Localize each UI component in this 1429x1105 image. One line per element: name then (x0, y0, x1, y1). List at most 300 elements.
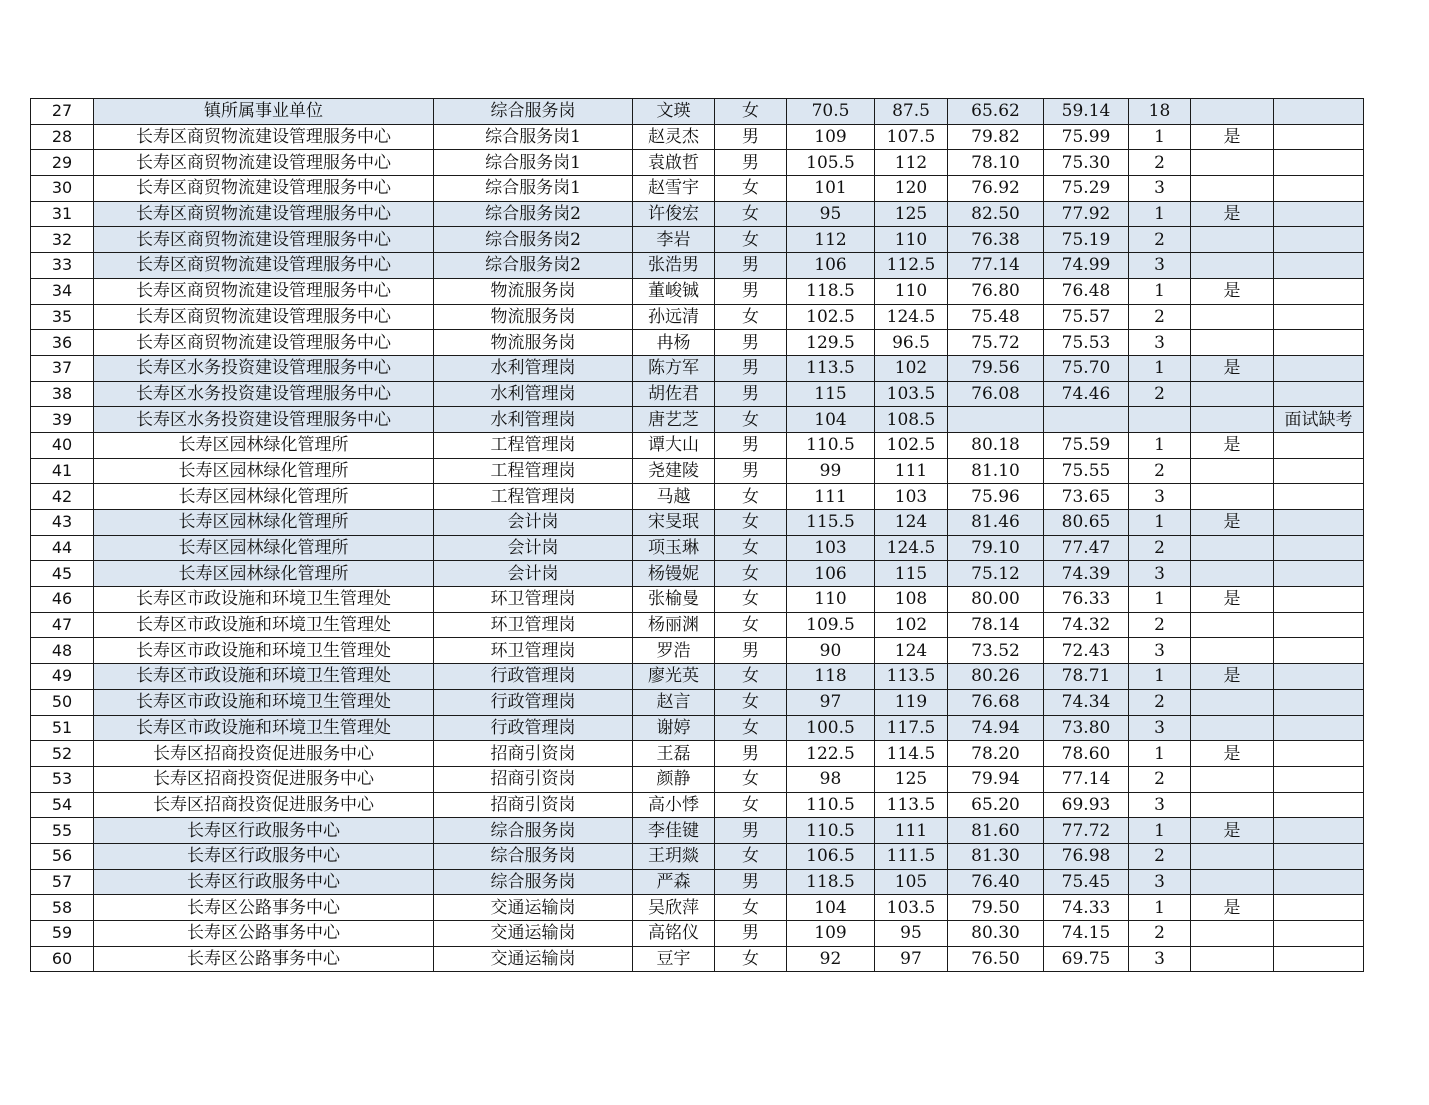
hired-cell: 是 (1191, 432, 1274, 458)
gender-cell: 女 (715, 766, 787, 792)
unit-cell: 长寿区市政设施和环境卫生管理处 (94, 715, 434, 741)
unit-cell: 长寿区商贸物流建设管理服务中心 (94, 278, 434, 304)
written-score-2-cell: 120 (875, 176, 948, 202)
post-cell: 水利管理岗 (434, 381, 633, 407)
row-number: 54 (31, 792, 94, 818)
written-score-2-cell: 124.5 (875, 535, 948, 561)
unit-cell: 长寿区行政服务中心 (94, 869, 434, 895)
written-score-2-cell: 112 (875, 150, 948, 176)
post-cell: 行政管理岗 (434, 664, 633, 690)
interview-score-cell (948, 407, 1044, 433)
note-cell (1274, 612, 1364, 638)
written-score-2-cell: 124 (875, 638, 948, 664)
gender-cell: 男 (715, 355, 787, 381)
post-cell: 综合服务岗 (434, 99, 633, 125)
row-number: 27 (31, 99, 94, 125)
rank-cell: 1 (1129, 278, 1191, 304)
results-table (30, 98, 1364, 972)
name-cell: 罗浩 (633, 638, 715, 664)
total-score-cell: 76.98 (1044, 843, 1129, 869)
row-number: 57 (31, 869, 94, 895)
total-score-cell: 75.99 (1044, 124, 1129, 150)
hired-cell (1191, 176, 1274, 202)
hired-cell (1191, 458, 1274, 484)
written-score-2-cell: 108 (875, 587, 948, 613)
row-number: 51 (31, 715, 94, 741)
interview-score-cell: 79.10 (948, 535, 1044, 561)
row-number: 35 (31, 304, 94, 330)
gender-cell: 女 (715, 587, 787, 613)
hired-cell: 是 (1191, 124, 1274, 150)
unit-cell: 长寿区市政设施和环境卫生管理处 (94, 689, 434, 715)
written-score-cell: 97 (787, 689, 875, 715)
table-row (31, 818, 1364, 844)
rank-cell: 2 (1129, 227, 1191, 253)
name-cell: 王磊 (633, 741, 715, 767)
written-score-cell: 110.5 (787, 818, 875, 844)
rank-cell: 3 (1129, 561, 1191, 587)
rank-cell: 1 (1129, 741, 1191, 767)
table-row (31, 535, 1364, 561)
rank-cell: 2 (1129, 304, 1191, 330)
note-cell (1274, 99, 1364, 125)
written-score-2-cell: 103 (875, 484, 948, 510)
interview-score-cell: 82.50 (948, 201, 1044, 227)
table-row (31, 689, 1364, 715)
gender-cell: 男 (715, 818, 787, 844)
name-cell: 严森 (633, 869, 715, 895)
written-score-cell: 110.5 (787, 432, 875, 458)
rank-cell: 2 (1129, 766, 1191, 792)
gender-cell: 男 (715, 150, 787, 176)
interview-score-cell: 81.10 (948, 458, 1044, 484)
hired-cell (1191, 792, 1274, 818)
note-cell (1274, 921, 1364, 947)
gender-cell: 女 (715, 612, 787, 638)
gender-cell: 女 (715, 843, 787, 869)
row-number: 36 (31, 330, 94, 356)
hired-cell (1191, 407, 1274, 433)
written-score-cell: 109 (787, 921, 875, 947)
table-row (31, 561, 1364, 587)
note-cell (1274, 946, 1364, 972)
name-cell: 李佳键 (633, 818, 715, 844)
unit-cell: 长寿区行政服务中心 (94, 843, 434, 869)
hired-cell (1191, 304, 1274, 330)
gender-cell: 男 (715, 253, 787, 279)
note-cell (1274, 561, 1364, 587)
written-score-2-cell: 125 (875, 766, 948, 792)
interview-score-cell: 79.94 (948, 766, 1044, 792)
unit-cell: 长寿区公路事务中心 (94, 895, 434, 921)
name-cell: 谭大山 (633, 432, 715, 458)
note-cell (1274, 432, 1364, 458)
written-score-cell: 118.5 (787, 869, 875, 895)
note-cell (1274, 715, 1364, 741)
written-score-2-cell: 97 (875, 946, 948, 972)
note-cell (1274, 869, 1364, 895)
total-score-cell: 69.75 (1044, 946, 1129, 972)
hired-cell: 是 (1191, 278, 1274, 304)
written-score-2-cell: 110 (875, 278, 948, 304)
row-number: 60 (31, 946, 94, 972)
post-cell: 综合服务岗1 (434, 150, 633, 176)
post-cell: 水利管理岗 (434, 407, 633, 433)
table-row (31, 124, 1364, 150)
hired-cell: 是 (1191, 741, 1274, 767)
interview-score-cell: 74.94 (948, 715, 1044, 741)
unit-cell: 长寿区市政设施和环境卫生管理处 (94, 587, 434, 613)
unit-cell: 长寿区水务投资建设管理服务中心 (94, 381, 434, 407)
interview-score-cell: 73.52 (948, 638, 1044, 664)
interview-score-cell: 65.62 (948, 99, 1044, 125)
interview-score-cell: 76.38 (948, 227, 1044, 253)
row-number: 45 (31, 561, 94, 587)
written-score-cell: 105.5 (787, 150, 875, 176)
name-cell: 高小悸 (633, 792, 715, 818)
written-score-2-cell: 112.5 (875, 253, 948, 279)
written-score-cell: 90 (787, 638, 875, 664)
written-score-2-cell: 124 (875, 510, 948, 536)
rank-cell: 1 (1129, 895, 1191, 921)
gender-cell: 女 (715, 484, 787, 510)
written-score-2-cell: 124.5 (875, 304, 948, 330)
total-score-cell: 75.55 (1044, 458, 1129, 484)
table-row (31, 381, 1364, 407)
rank-cell: 2 (1129, 150, 1191, 176)
name-cell: 张榆曼 (633, 587, 715, 613)
written-score-2-cell: 96.5 (875, 330, 948, 356)
note-cell: 面试缺考 (1274, 407, 1364, 433)
note-cell (1274, 355, 1364, 381)
unit-cell: 长寿区商贸物流建设管理服务中心 (94, 227, 434, 253)
written-score-cell: 110 (787, 587, 875, 613)
interview-score-cell: 80.26 (948, 664, 1044, 690)
table-row (31, 227, 1364, 253)
written-score-cell: 104 (787, 407, 875, 433)
hired-cell (1191, 869, 1274, 895)
unit-cell: 长寿区市政设施和环境卫生管理处 (94, 638, 434, 664)
note-cell (1274, 484, 1364, 510)
gender-cell: 男 (715, 921, 787, 947)
total-score-cell: 74.46 (1044, 381, 1129, 407)
written-score-cell: 106.5 (787, 843, 875, 869)
rank-cell: 1 (1129, 510, 1191, 536)
written-score-cell: 110.5 (787, 792, 875, 818)
row-number: 37 (31, 355, 94, 381)
written-score-2-cell: 102 (875, 355, 948, 381)
rank-cell: 1 (1129, 201, 1191, 227)
post-cell: 会计岗 (434, 561, 633, 587)
table-row (31, 176, 1364, 202)
unit-cell: 长寿区行政服务中心 (94, 818, 434, 844)
hired-cell (1191, 638, 1274, 664)
note-cell (1274, 201, 1364, 227)
written-score-cell: 95 (787, 201, 875, 227)
table-row (31, 895, 1364, 921)
post-cell: 综合服务岗 (434, 818, 633, 844)
gender-cell: 女 (715, 201, 787, 227)
unit-cell: 长寿区商贸物流建设管理服务中心 (94, 124, 434, 150)
written-score-2-cell: 113.5 (875, 664, 948, 690)
unit-cell: 长寿区商贸物流建设管理服务中心 (94, 150, 434, 176)
table-row (31, 741, 1364, 767)
total-score-cell: 74.33 (1044, 895, 1129, 921)
name-cell: 项玉琳 (633, 535, 715, 561)
post-cell: 交通运输岗 (434, 895, 633, 921)
total-score-cell: 75.53 (1044, 330, 1129, 356)
rank-cell: 18 (1129, 99, 1191, 125)
total-score-cell: 73.65 (1044, 484, 1129, 510)
row-number: 47 (31, 612, 94, 638)
unit-cell: 长寿区园林绿化管理所 (94, 432, 434, 458)
interview-score-cell: 76.50 (948, 946, 1044, 972)
name-cell: 廖光英 (633, 664, 715, 690)
written-score-2-cell: 111.5 (875, 843, 948, 869)
name-cell: 高铭仪 (633, 921, 715, 947)
interview-score-cell: 79.82 (948, 124, 1044, 150)
rank-cell: 2 (1129, 381, 1191, 407)
post-cell: 物流服务岗 (434, 278, 633, 304)
hired-cell (1191, 946, 1274, 972)
name-cell: 颜静 (633, 766, 715, 792)
unit-cell: 长寿区园林绿化管理所 (94, 458, 434, 484)
total-score-cell: 77.47 (1044, 535, 1129, 561)
note-cell (1274, 510, 1364, 536)
note-cell (1274, 664, 1364, 690)
table-row (31, 587, 1364, 613)
total-score-cell: 75.59 (1044, 432, 1129, 458)
hired-cell (1191, 99, 1274, 125)
table-row (31, 201, 1364, 227)
hired-cell (1191, 766, 1274, 792)
hired-cell (1191, 227, 1274, 253)
table-row (31, 278, 1364, 304)
row-number: 39 (31, 407, 94, 433)
table-row (31, 664, 1364, 690)
hired-cell: 是 (1191, 510, 1274, 536)
name-cell: 陈方军 (633, 355, 715, 381)
written-score-cell: 109.5 (787, 612, 875, 638)
rank-cell: 2 (1129, 458, 1191, 484)
rank-cell: 3 (1129, 253, 1191, 279)
hired-cell (1191, 715, 1274, 741)
post-cell: 综合服务岗2 (434, 253, 633, 279)
written-score-cell: 111 (787, 484, 875, 510)
note-cell (1274, 124, 1364, 150)
interview-score-cell: 76.80 (948, 278, 1044, 304)
table-row (31, 869, 1364, 895)
written-score-2-cell: 107.5 (875, 124, 948, 150)
interview-score-cell: 79.56 (948, 355, 1044, 381)
interview-score-cell: 80.00 (948, 587, 1044, 613)
post-cell: 综合服务岗2 (434, 227, 633, 253)
hired-cell: 是 (1191, 587, 1274, 613)
gender-cell: 女 (715, 407, 787, 433)
row-number: 58 (31, 895, 94, 921)
gender-cell: 男 (715, 124, 787, 150)
rank-cell: 2 (1129, 843, 1191, 869)
table-row (31, 921, 1364, 947)
table-row (31, 150, 1364, 176)
rank-cell (1129, 407, 1191, 433)
gender-cell: 男 (715, 741, 787, 767)
note-cell (1274, 741, 1364, 767)
hired-cell (1191, 150, 1274, 176)
hired-cell: 是 (1191, 895, 1274, 921)
written-score-cell: 115 (787, 381, 875, 407)
gender-cell: 女 (715, 535, 787, 561)
row-number: 38 (31, 381, 94, 407)
note-cell (1274, 792, 1364, 818)
total-score-cell (1044, 407, 1129, 433)
name-cell: 尧建陵 (633, 458, 715, 484)
interview-score-cell: 65.20 (948, 792, 1044, 818)
note-cell (1274, 843, 1364, 869)
note-cell (1274, 535, 1364, 561)
gender-cell: 女 (715, 895, 787, 921)
note-cell (1274, 818, 1364, 844)
total-score-cell: 77.72 (1044, 818, 1129, 844)
interview-score-cell: 75.12 (948, 561, 1044, 587)
note-cell (1274, 895, 1364, 921)
total-score-cell: 80.65 (1044, 510, 1129, 536)
row-number: 43 (31, 510, 94, 536)
post-cell: 环卫管理岗 (434, 638, 633, 664)
name-cell: 胡佐君 (633, 381, 715, 407)
total-score-cell: 75.19 (1044, 227, 1129, 253)
total-score-cell: 59.14 (1044, 99, 1129, 125)
written-score-2-cell: 115 (875, 561, 948, 587)
note-cell (1274, 330, 1364, 356)
gender-cell: 男 (715, 432, 787, 458)
total-score-cell: 76.33 (1044, 587, 1129, 613)
post-cell: 综合服务岗1 (434, 176, 633, 202)
note-cell (1274, 253, 1364, 279)
note-cell (1274, 766, 1364, 792)
hired-cell (1191, 561, 1274, 587)
rank-cell: 3 (1129, 715, 1191, 741)
table-row (31, 484, 1364, 510)
rank-cell: 1 (1129, 587, 1191, 613)
gender-cell: 女 (715, 561, 787, 587)
gender-cell: 女 (715, 227, 787, 253)
name-cell: 赵雪宇 (633, 176, 715, 202)
name-cell: 孙远清 (633, 304, 715, 330)
written-score-2-cell: 103.5 (875, 895, 948, 921)
interview-score-cell: 79.50 (948, 895, 1044, 921)
row-number: 42 (31, 484, 94, 510)
gender-cell: 女 (715, 304, 787, 330)
rank-cell: 3 (1129, 176, 1191, 202)
row-number: 34 (31, 278, 94, 304)
table-body (31, 99, 1364, 972)
total-score-cell: 74.32 (1044, 612, 1129, 638)
total-score-cell: 75.57 (1044, 304, 1129, 330)
hired-cell: 是 (1191, 355, 1274, 381)
interview-score-cell: 80.18 (948, 432, 1044, 458)
unit-cell: 长寿区商贸物流建设管理服务中心 (94, 176, 434, 202)
name-cell: 杨丽渊 (633, 612, 715, 638)
post-cell: 综合服务岗 (434, 869, 633, 895)
hired-cell (1191, 843, 1274, 869)
hired-cell: 是 (1191, 201, 1274, 227)
total-score-cell: 73.80 (1044, 715, 1129, 741)
interview-score-cell: 78.20 (948, 741, 1044, 767)
interview-score-cell: 76.68 (948, 689, 1044, 715)
total-score-cell: 75.29 (1044, 176, 1129, 202)
total-score-cell: 78.60 (1044, 741, 1129, 767)
unit-cell: 长寿区招商投资促进服务中心 (94, 741, 434, 767)
hired-cell (1191, 689, 1274, 715)
table-row (31, 843, 1364, 869)
row-number: 55 (31, 818, 94, 844)
rank-cell: 3 (1129, 946, 1191, 972)
rank-cell: 2 (1129, 689, 1191, 715)
name-cell: 谢婷 (633, 715, 715, 741)
written-score-cell: 112 (787, 227, 875, 253)
interview-score-cell: 75.48 (948, 304, 1044, 330)
total-score-cell: 76.48 (1044, 278, 1129, 304)
name-cell: 许俊宏 (633, 201, 715, 227)
row-number: 59 (31, 921, 94, 947)
rank-cell: 3 (1129, 869, 1191, 895)
gender-cell: 男 (715, 458, 787, 484)
post-cell: 招商引资岗 (434, 766, 633, 792)
row-number: 32 (31, 227, 94, 253)
hired-cell (1191, 535, 1274, 561)
post-cell: 交通运输岗 (434, 946, 633, 972)
rank-cell: 3 (1129, 484, 1191, 510)
row-number: 49 (31, 664, 94, 690)
table-row (31, 304, 1364, 330)
hired-cell (1191, 253, 1274, 279)
note-cell (1274, 304, 1364, 330)
hired-cell: 是 (1191, 818, 1274, 844)
total-score-cell: 78.71 (1044, 664, 1129, 690)
gender-cell: 男 (715, 330, 787, 356)
post-cell: 会计岗 (434, 510, 633, 536)
written-score-cell: 118 (787, 664, 875, 690)
post-cell: 环卫管理岗 (434, 612, 633, 638)
unit-cell: 长寿区公路事务中心 (94, 946, 434, 972)
written-score-2-cell: 103.5 (875, 381, 948, 407)
written-score-2-cell: 95 (875, 921, 948, 947)
note-cell (1274, 150, 1364, 176)
table-row (31, 792, 1364, 818)
row-number: 40 (31, 432, 94, 458)
gender-cell: 男 (715, 638, 787, 664)
written-score-2-cell: 113.5 (875, 792, 948, 818)
row-number: 52 (31, 741, 94, 767)
unit-cell: 长寿区水务投资建设管理服务中心 (94, 407, 434, 433)
rank-cell: 1 (1129, 432, 1191, 458)
written-score-cell: 99 (787, 458, 875, 484)
post-cell: 环卫管理岗 (434, 587, 633, 613)
name-cell: 袁啟哲 (633, 150, 715, 176)
post-cell: 水利管理岗 (434, 355, 633, 381)
unit-cell: 长寿区园林绿化管理所 (94, 535, 434, 561)
total-score-cell: 75.70 (1044, 355, 1129, 381)
total-score-cell: 77.14 (1044, 766, 1129, 792)
unit-cell: 长寿区园林绿化管理所 (94, 510, 434, 536)
total-score-cell: 75.45 (1044, 869, 1129, 895)
name-cell: 赵言 (633, 689, 715, 715)
total-score-cell: 77.92 (1044, 201, 1129, 227)
post-cell: 综合服务岗 (434, 843, 633, 869)
name-cell: 文瑛 (633, 99, 715, 125)
unit-cell: 镇所属事业单位 (94, 99, 434, 125)
